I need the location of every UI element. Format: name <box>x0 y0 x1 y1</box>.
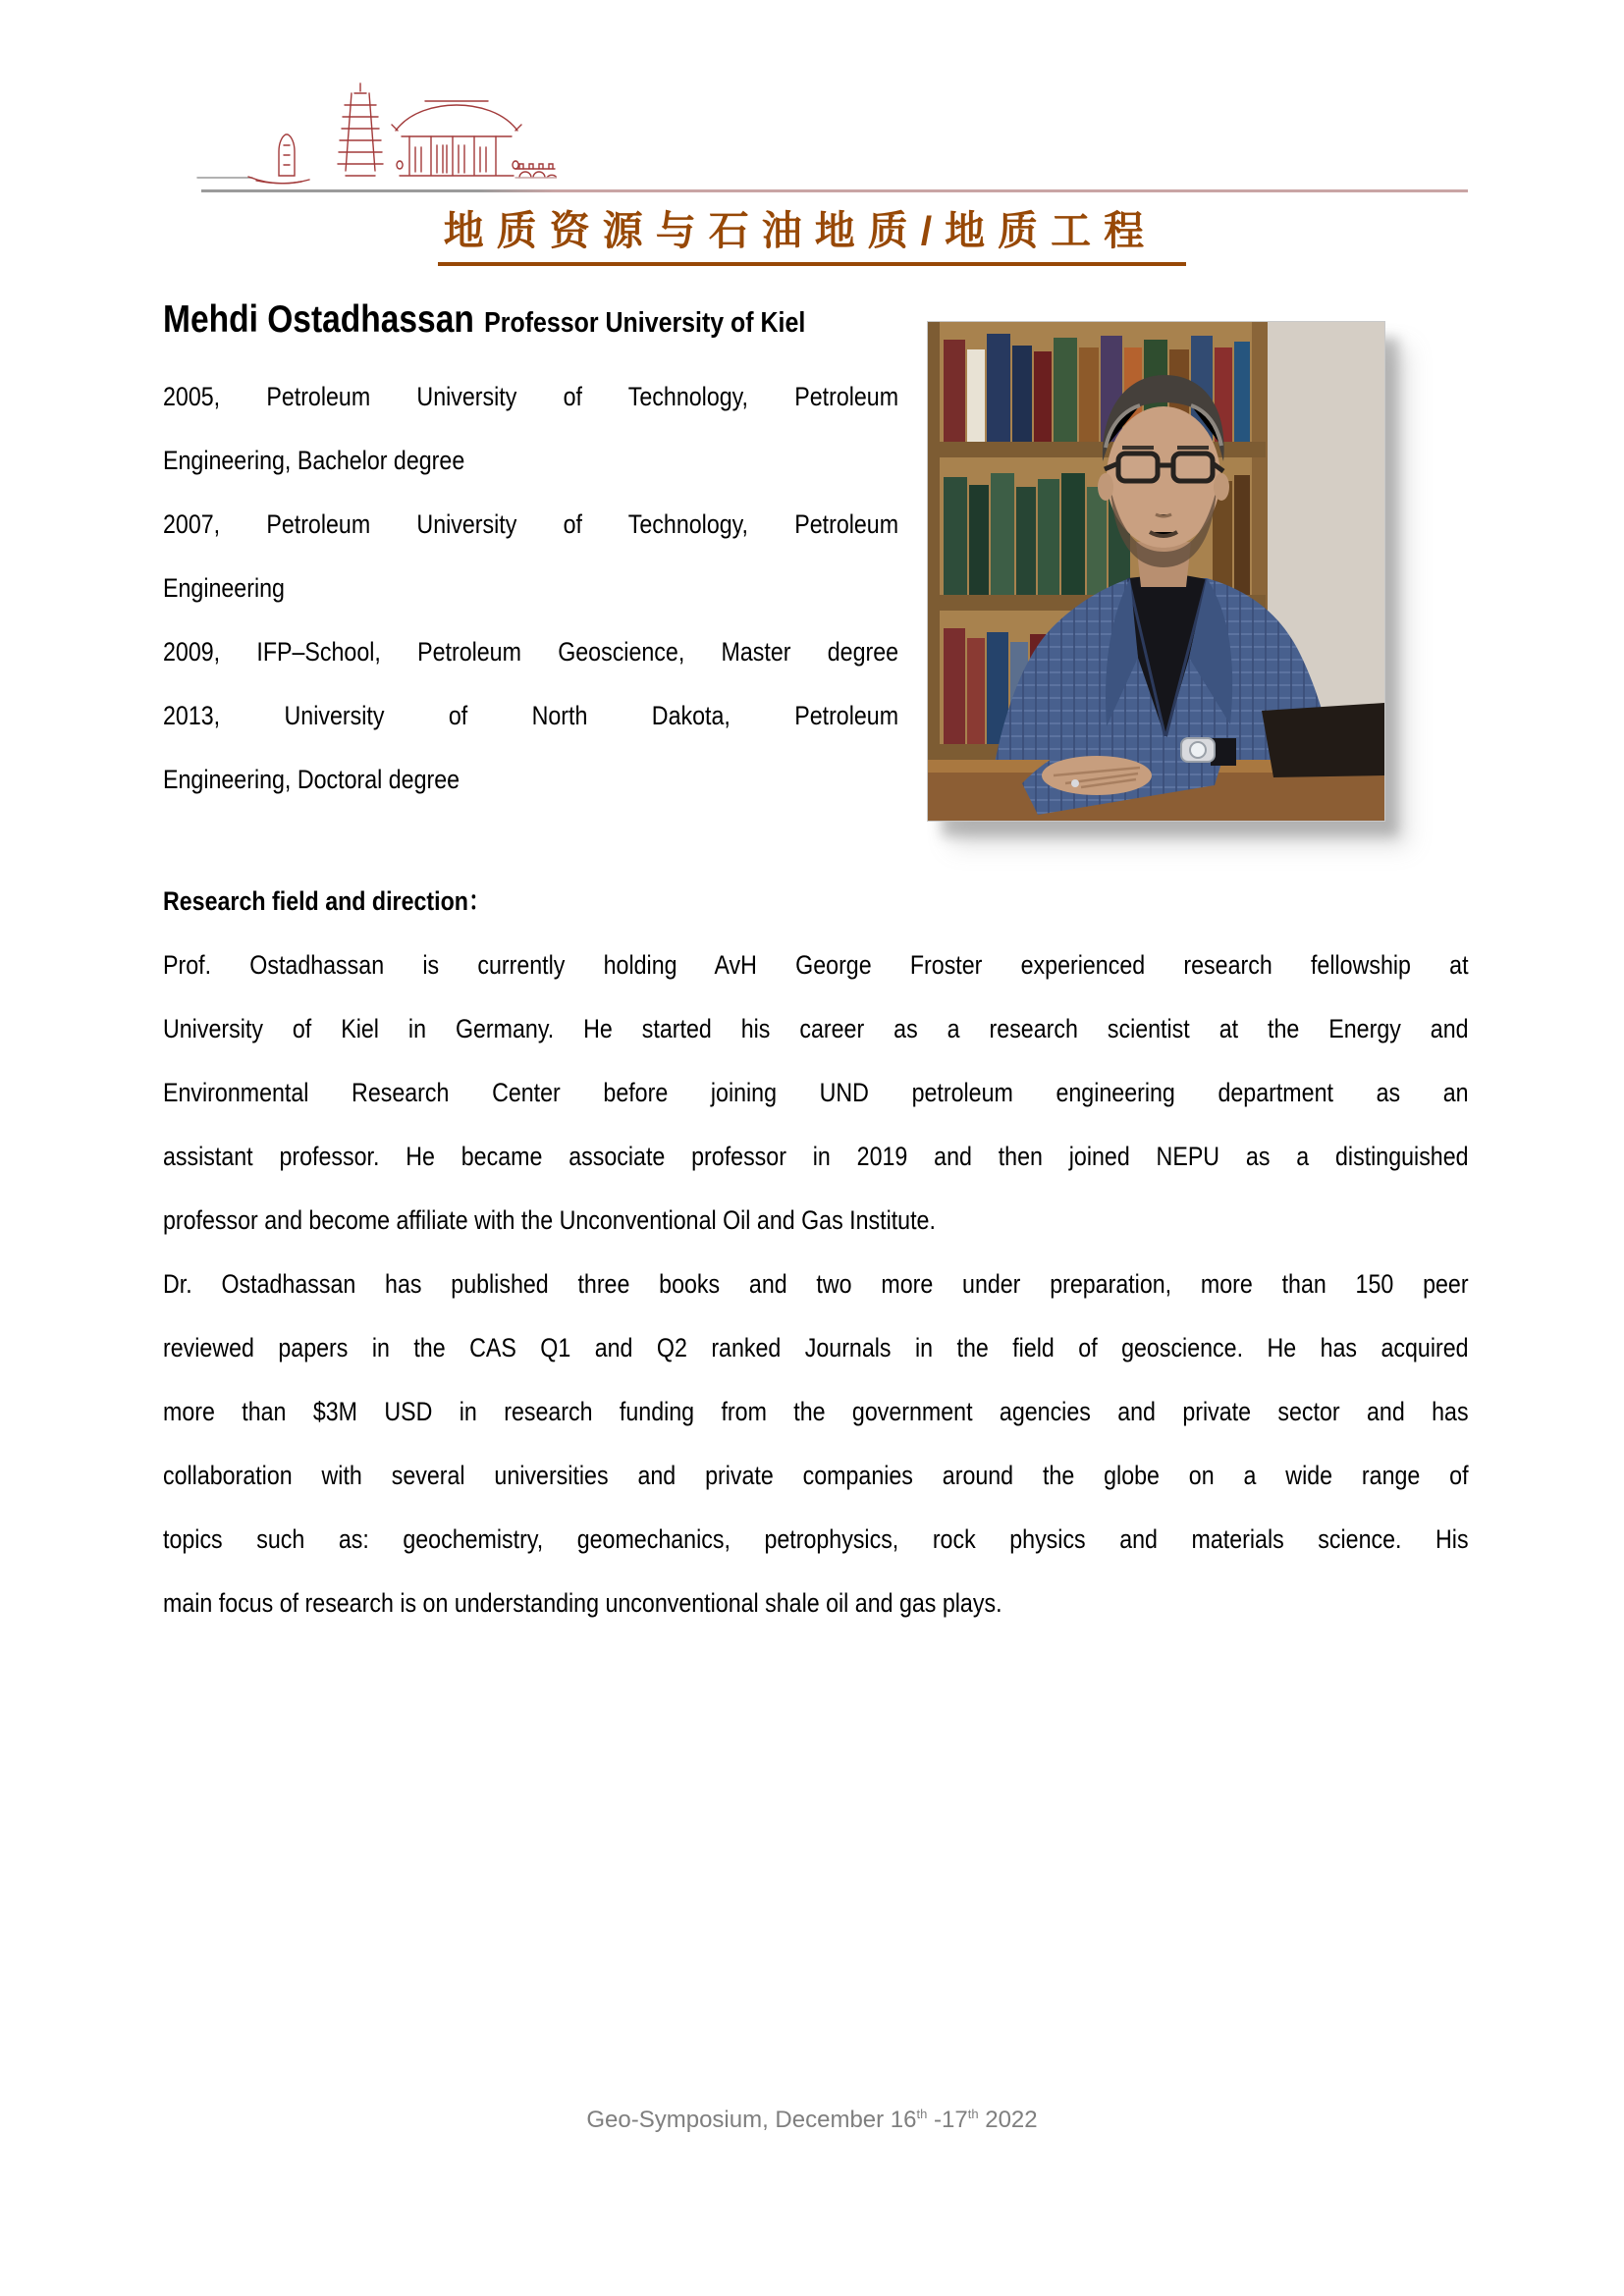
professor-photo <box>928 322 1384 821</box>
footer-ordinal: th <box>967 2107 979 2121</box>
footer-text <box>0 2107 1624 2134</box>
footer-ordinal: th <box>916 2107 928 2121</box>
gate-building <box>392 101 521 176</box>
text-line: main focus of research is on understanding unconventional shale oil and gas plays. <box>163 1588 1002 1618</box>
professor-name: Mehdi Ostadhassan <box>163 298 474 341</box>
education-block <box>163 365 909 812</box>
text-line: collaboration with several universities and private companies around the globe on a wide range of <box>163 1461 1469 1490</box>
wall-with-arches <box>515 164 557 178</box>
stone-monument <box>248 134 309 184</box>
text-line: assistant professor. He became associate professor in 2019 and then joined NEPU as a distinguished <box>163 1142 1469 1171</box>
text-line: Environmental Research Center before joining UND petroleum engineering department as an <box>163 1078 1469 1107</box>
text-line: Engineering, Bachelor degree <box>163 446 465 475</box>
footer-suffix: 2022 <box>978 2107 1038 2133</box>
text-line: topics such as: geochemistry, geomechanics, petrophysics, rock physics and materials science. His <box>163 1524 1469 1554</box>
header-rule <box>201 189 1468 192</box>
footer-mid: -17 <box>927 2107 968 2133</box>
page-title <box>0 198 1624 266</box>
pagoda <box>338 83 383 176</box>
professor-role: Professor University of Kiel <box>484 307 806 339</box>
text-line: University of Kiel in Germany. He started his career as a research scientist at the Energy and <box>163 1014 1469 1043</box>
research-heading: Research field and direction： <box>163 886 492 916</box>
text-line: more than $3M USD in research funding from the government agencies and private sector and has <box>163 1397 1469 1426</box>
bio-paragraph <box>163 1253 1469 1635</box>
text-line: Dr. Ostadhassan has published three books and two more under preparation, more than 150 peer <box>163 1269 1469 1299</box>
footer-prefix: Geo-Symposium, December 16 <box>586 2107 917 2133</box>
page-title-text: 地质资源与石油地质/地质工程 <box>438 198 1186 266</box>
text-line: 2013, University of North Dakota, Petroleum <box>163 701 899 730</box>
text-line: Prof. Ostadhassan is currently holding AvH George Froster experienced research fellowship at <box>163 950 1469 980</box>
bio-paragraph <box>163 934 1469 1253</box>
text-line: Engineering <box>163 573 285 603</box>
education-entry <box>163 620 898 684</box>
text-line: 2007, Petroleum University of Technology, Petroleum <box>163 509 899 539</box>
text-line: reviewed papers in the CAS Q1 and Q2 ranked Journals in the field of geoscience. He has acquired <box>163 1333 1469 1362</box>
text-line: 2009, IFP–School, Petroleum Geoscience, Master degree <box>163 637 899 667</box>
university-sketch-icon <box>191 79 557 190</box>
text-line: Engineering, Doctoral degree <box>163 765 460 794</box>
text-line: professor and become affiliate with the Unconventional Oil and Gas Institute. <box>163 1205 936 1235</box>
education-entry <box>163 365 898 493</box>
research-section <box>163 870 1479 1635</box>
education-entry <box>163 493 898 620</box>
text-line: 2005, Petroleum University of Technology, Petroleum <box>163 382 899 411</box>
education-entry <box>163 684 898 812</box>
